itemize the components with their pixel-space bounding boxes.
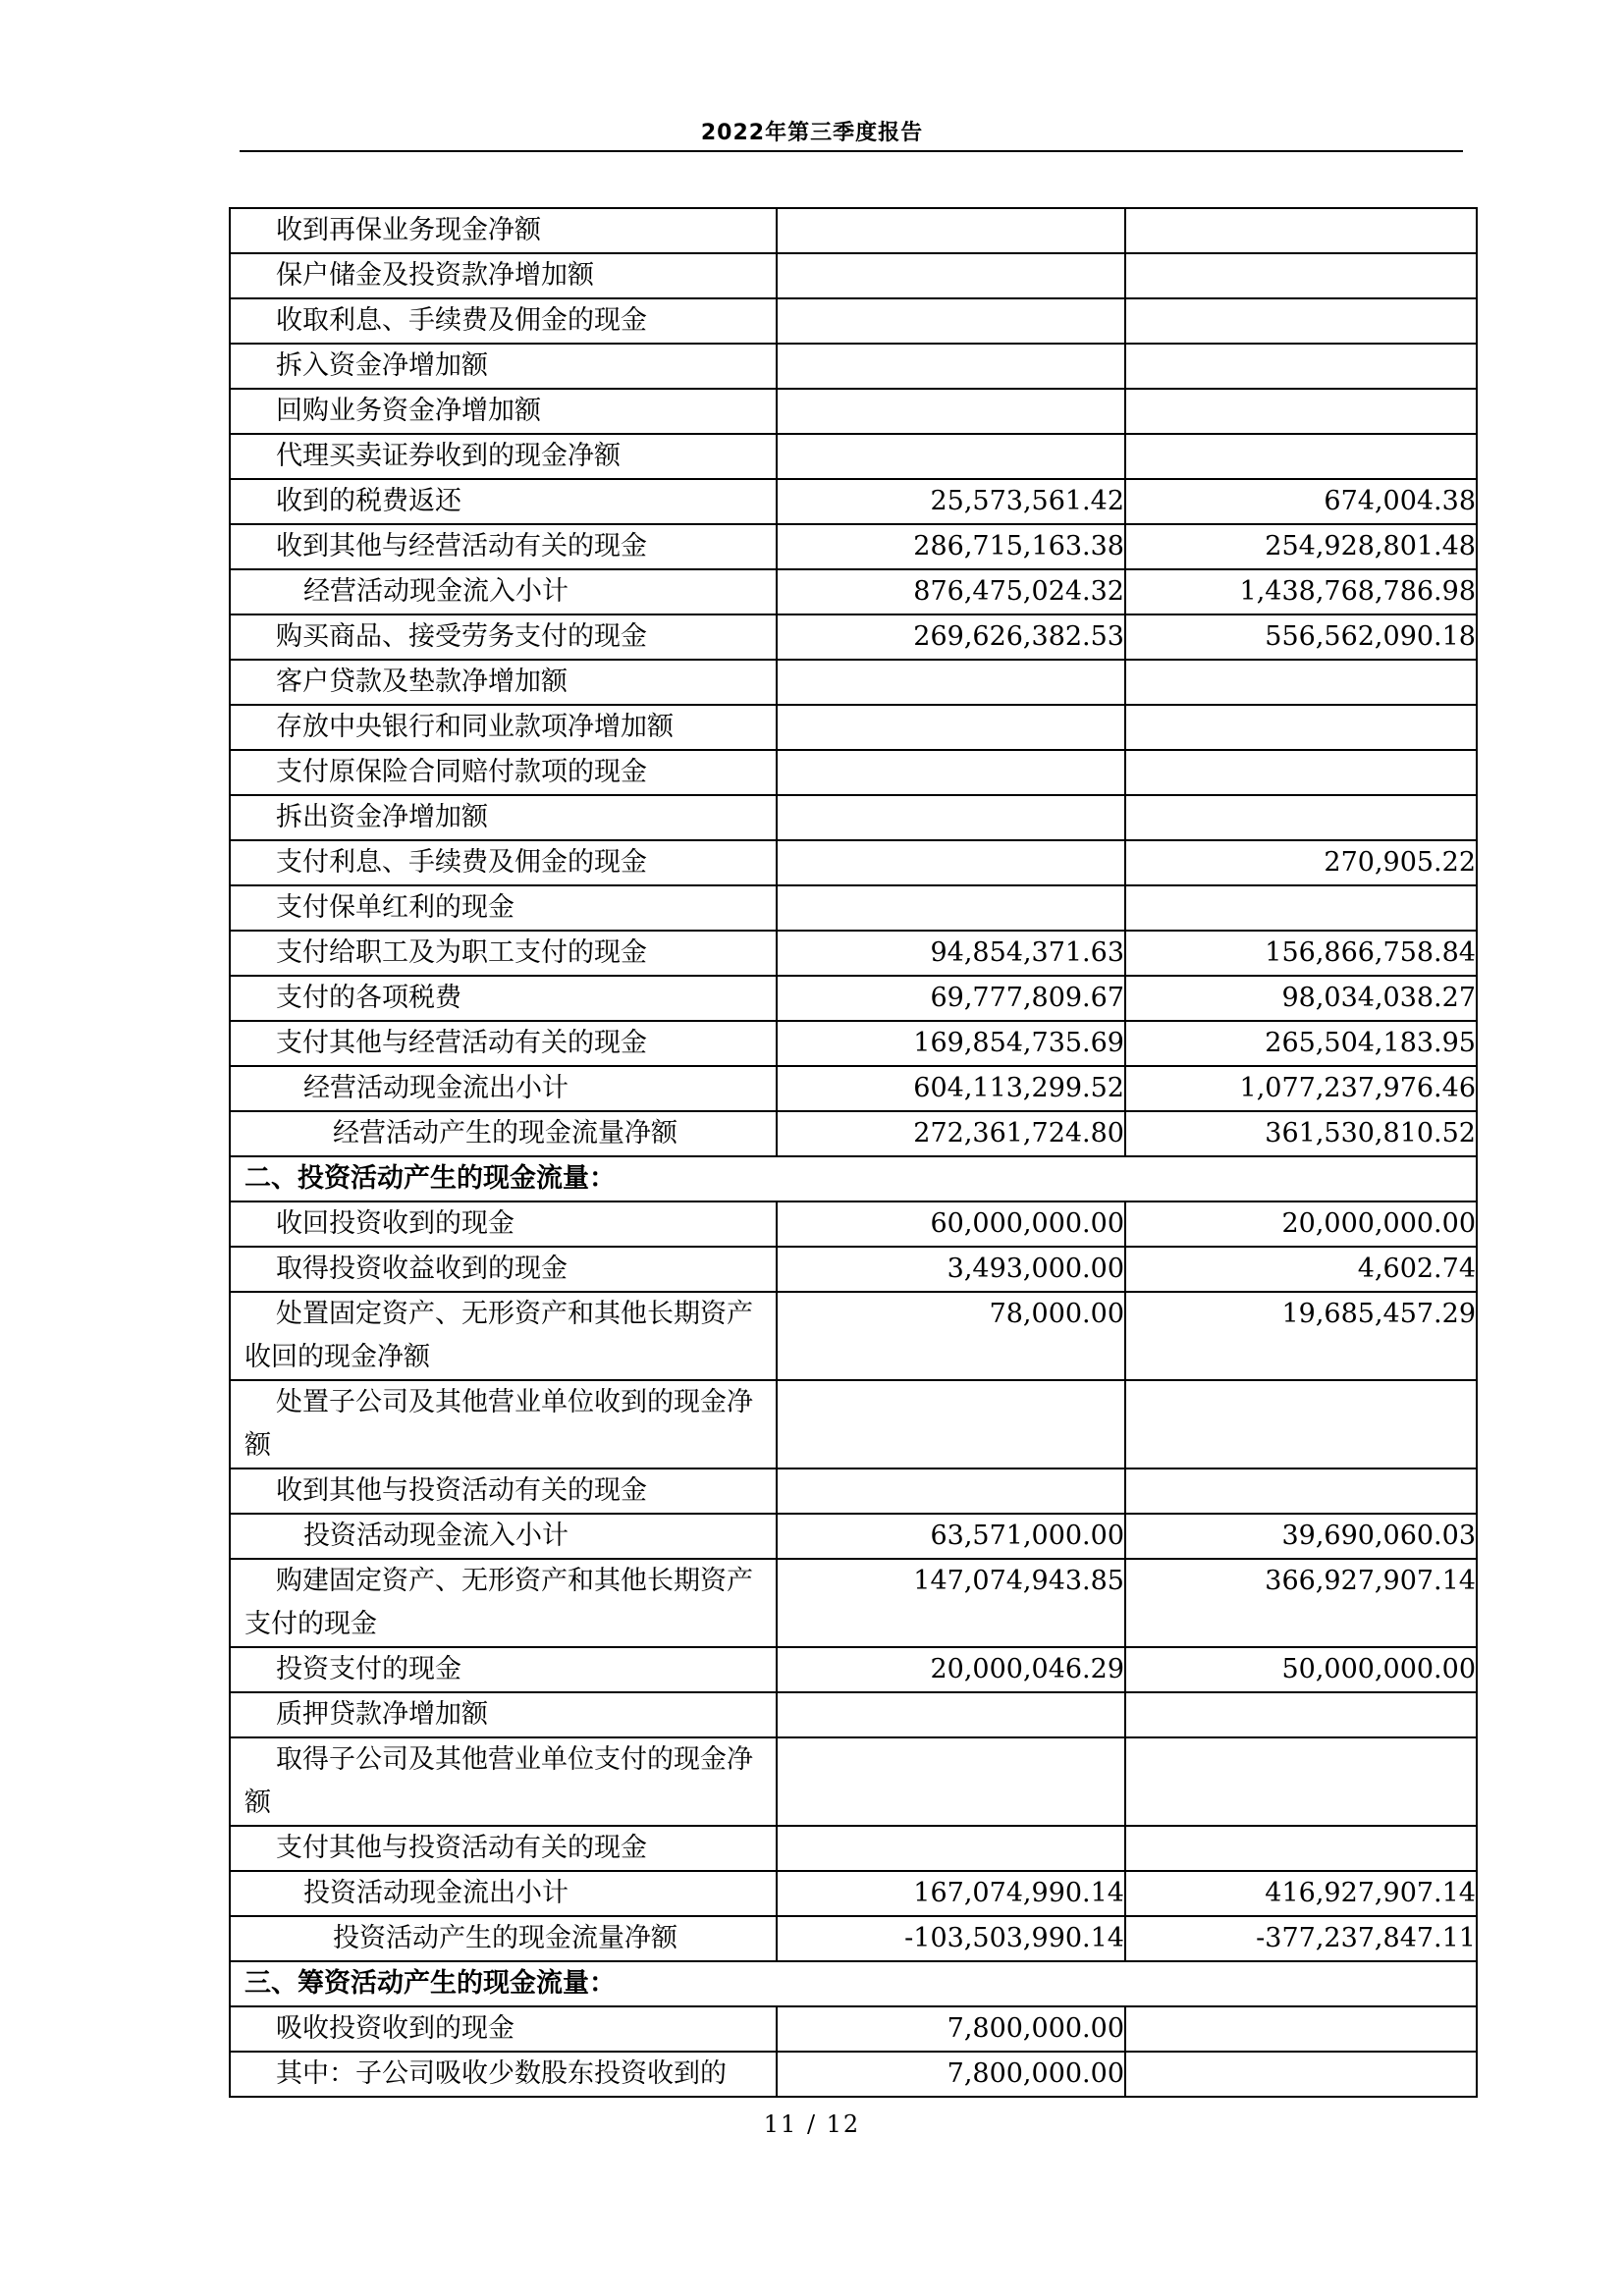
current-period-value bbox=[777, 1468, 1125, 1514]
prior-period-value bbox=[1125, 434, 1477, 479]
prior-period-value bbox=[1125, 2006, 1477, 2052]
prior-period-value bbox=[1125, 1468, 1477, 1514]
row-label: 支付保单红利的现金 bbox=[230, 885, 777, 931]
row-label: 取得子公司及其他营业单位支付的现金净额 bbox=[230, 1737, 777, 1826]
prior-period-value: 416,927,907.14 bbox=[1125, 1871, 1477, 1916]
current-period-value: 25,573,561.42 bbox=[777, 479, 1125, 524]
table-row bbox=[230, 976, 1477, 1021]
table-row bbox=[230, 434, 1477, 479]
report-title: 2022年第三季度报告 bbox=[700, 121, 924, 145]
current-period-value bbox=[777, 795, 1125, 840]
prior-period-value: 19,685,457.29 bbox=[1125, 1292, 1477, 1380]
table-row bbox=[230, 1468, 1477, 1514]
current-period-value bbox=[777, 750, 1125, 795]
current-period-value: 147,074,943.85 bbox=[777, 1559, 1125, 1647]
row-label: 投资支付的现金 bbox=[230, 1647, 777, 1692]
current-period-value: 69,777,809.67 bbox=[777, 976, 1125, 1021]
table-row bbox=[230, 344, 1477, 389]
prior-period-value bbox=[1125, 298, 1477, 344]
row-label: 吸收投资收到的现金 bbox=[230, 2006, 777, 2052]
prior-period-value bbox=[1125, 660, 1477, 705]
prior-period-value: 20,000,000.00 bbox=[1125, 1201, 1477, 1247]
table-row bbox=[230, 208, 1477, 253]
prior-period-value: 156,866,758.84 bbox=[1125, 931, 1477, 976]
prior-period-value bbox=[1125, 885, 1477, 931]
row-label: 回购业务资金净增加额 bbox=[230, 389, 777, 434]
current-period-value bbox=[777, 1692, 1125, 1737]
row-label: 支付其他与投资活动有关的现金 bbox=[230, 1826, 777, 1871]
table-row bbox=[230, 1559, 1477, 1647]
prior-period-value bbox=[1125, 208, 1477, 253]
row-label: 处置子公司及其他营业单位收到的现金净额 bbox=[230, 1380, 777, 1468]
table-row bbox=[230, 1021, 1477, 1066]
current-period-value: 7,800,000.00 bbox=[777, 2052, 1125, 2097]
prior-period-value: 674,004.38 bbox=[1125, 479, 1477, 524]
row-label: 收到其他与经营活动有关的现金 bbox=[230, 524, 777, 569]
row-label: 客户贷款及垫款净增加额 bbox=[230, 660, 777, 705]
table-row bbox=[230, 1111, 1477, 1156]
table-row bbox=[230, 2052, 1477, 2097]
current-period-value bbox=[777, 208, 1125, 253]
current-period-value bbox=[777, 253, 1125, 298]
current-period-value bbox=[777, 344, 1125, 389]
current-period-value: 7,800,000.00 bbox=[777, 2006, 1125, 2052]
prior-period-value: 366,927,907.14 bbox=[1125, 1559, 1477, 1647]
current-period-value: 286,715,163.38 bbox=[777, 524, 1125, 569]
row-label: 处置固定资产、无形资产和其他长期资产收回的现金净额 bbox=[230, 1292, 777, 1380]
row-label: 支付的各项税费 bbox=[230, 976, 777, 1021]
table-row bbox=[230, 1737, 1477, 1826]
table-row bbox=[230, 389, 1477, 434]
row-label: 保户储金及投资款净增加额 bbox=[230, 253, 777, 298]
prior-period-value bbox=[1125, 1692, 1477, 1737]
current-period-value bbox=[777, 298, 1125, 344]
prior-period-value: 98,034,038.27 bbox=[1125, 976, 1477, 1021]
prior-period-value bbox=[1125, 1826, 1477, 1871]
prior-period-value: 50,000,000.00 bbox=[1125, 1647, 1477, 1692]
current-period-value: 78,000.00 bbox=[777, 1292, 1125, 1380]
current-period-value bbox=[777, 389, 1125, 434]
current-period-value: 269,626,382.53 bbox=[777, 614, 1125, 660]
section-header-row bbox=[230, 1156, 1477, 1201]
prior-period-value: 270,905.22 bbox=[1125, 840, 1477, 885]
table-row bbox=[230, 1871, 1477, 1916]
current-period-value bbox=[777, 840, 1125, 885]
current-period-value bbox=[777, 660, 1125, 705]
row-label: 支付原保险合同赔付款项的现金 bbox=[230, 750, 777, 795]
row-label: 支付其他与经营活动有关的现金 bbox=[230, 1021, 777, 1066]
row-label: 收取利息、手续费及佣金的现金 bbox=[230, 298, 777, 344]
current-period-value bbox=[777, 885, 1125, 931]
table-row bbox=[230, 1247, 1477, 1292]
table-row bbox=[230, 840, 1477, 885]
table-row bbox=[230, 1380, 1477, 1468]
table-row bbox=[230, 705, 1477, 750]
row-label: 支付利息、手续费及佣金的现金 bbox=[230, 840, 777, 885]
table-row bbox=[230, 1692, 1477, 1737]
row-label: 支付给职工及为职工支付的现金 bbox=[230, 931, 777, 976]
row-label: 投资活动现金流入小计 bbox=[230, 1514, 777, 1559]
current-period-value: 60,000,000.00 bbox=[777, 1201, 1125, 1247]
prior-period-value: 254,928,801.48 bbox=[1125, 524, 1477, 569]
current-period-value: 876,475,024.32 bbox=[777, 569, 1125, 614]
row-label: 拆入资金净增加额 bbox=[230, 344, 777, 389]
table-row bbox=[230, 253, 1477, 298]
prior-period-value: 361,530,810.52 bbox=[1125, 1111, 1477, 1156]
section-title: 三、筹资活动产生的现金流量： bbox=[230, 1961, 1477, 2006]
current-period-value: -103,503,990.14 bbox=[777, 1916, 1125, 1961]
row-label: 购建固定资产、无形资产和其他长期资产支付的现金 bbox=[230, 1559, 777, 1647]
prior-period-value bbox=[1125, 2052, 1477, 2097]
table-row bbox=[230, 1514, 1477, 1559]
prior-period-value: 556,562,090.18 bbox=[1125, 614, 1477, 660]
current-period-value bbox=[777, 1380, 1125, 1468]
prior-period-value bbox=[1125, 750, 1477, 795]
table-row bbox=[230, 2006, 1477, 2052]
table-row bbox=[230, 885, 1477, 931]
prior-period-value bbox=[1125, 253, 1477, 298]
row-label: 其中：子公司吸收少数股东投资收到的 bbox=[230, 2052, 777, 2097]
prior-period-value: -377,237,847.11 bbox=[1125, 1916, 1477, 1961]
row-label: 收到的税费返还 bbox=[230, 479, 777, 524]
row-label: 存放中央银行和同业款项净增加额 bbox=[230, 705, 777, 750]
row-label: 质押贷款净增加额 bbox=[230, 1692, 777, 1737]
prior-period-value bbox=[1125, 1380, 1477, 1468]
current-period-value bbox=[777, 1826, 1125, 1871]
section-header-row bbox=[230, 1961, 1477, 2006]
row-label: 收回投资收到的现金 bbox=[230, 1201, 777, 1247]
table-row bbox=[230, 479, 1477, 524]
row-label: 投资活动现金流出小计 bbox=[230, 1871, 777, 1916]
current-period-value: 604,113,299.52 bbox=[777, 1066, 1125, 1111]
row-label: 收到再保业务现金净额 bbox=[230, 208, 777, 253]
current-period-value: 167,074,990.14 bbox=[777, 1871, 1125, 1916]
current-period-value bbox=[777, 434, 1125, 479]
table-row bbox=[230, 1201, 1477, 1247]
current-period-value: 3,493,000.00 bbox=[777, 1247, 1125, 1292]
row-label: 拆出资金净增加额 bbox=[230, 795, 777, 840]
current-period-value bbox=[777, 705, 1125, 750]
prior-period-value: 265,504,183.95 bbox=[1125, 1021, 1477, 1066]
row-label: 经营活动现金流出小计 bbox=[230, 1066, 777, 1111]
prior-period-value bbox=[1125, 795, 1477, 840]
row-label: 经营活动产生的现金流量净额 bbox=[230, 1111, 777, 1156]
row-label: 经营活动现金流入小计 bbox=[230, 569, 777, 614]
table-row bbox=[230, 614, 1477, 660]
current-period-value: 63,571,000.00 bbox=[777, 1514, 1125, 1559]
prior-period-value bbox=[1125, 389, 1477, 434]
prior-period-value bbox=[1125, 1737, 1477, 1826]
row-label: 购买商品、接受劳务支付的现金 bbox=[230, 614, 777, 660]
table-row bbox=[230, 298, 1477, 344]
current-period-value: 20,000,046.29 bbox=[777, 1647, 1125, 1692]
table-row bbox=[230, 1916, 1477, 1961]
prior-period-value bbox=[1125, 344, 1477, 389]
table-row bbox=[230, 524, 1477, 569]
table-row bbox=[230, 1292, 1477, 1380]
table-row bbox=[230, 660, 1477, 705]
row-label: 代理买卖证券收到的现金净额 bbox=[230, 434, 777, 479]
table-row bbox=[230, 931, 1477, 976]
prior-period-value bbox=[1125, 705, 1477, 750]
prior-period-value: 1,438,768,786.98 bbox=[1125, 569, 1477, 614]
table-row bbox=[230, 750, 1477, 795]
prior-period-value: 1,077,237,976.46 bbox=[1125, 1066, 1477, 1111]
current-period-value: 272,361,724.80 bbox=[777, 1111, 1125, 1156]
row-label: 收到其他与投资活动有关的现金 bbox=[230, 1468, 777, 1514]
page-number: 11 / 12 bbox=[763, 2110, 861, 2138]
cash-flow-table bbox=[229, 207, 1478, 2098]
current-period-value bbox=[777, 1737, 1125, 1826]
prior-period-value: 4,602.74 bbox=[1125, 1247, 1477, 1292]
section-title: 二、投资活动产生的现金流量： bbox=[230, 1156, 1477, 1201]
table-row bbox=[230, 1647, 1477, 1692]
row-label: 投资活动产生的现金流量净额 bbox=[230, 1916, 777, 1961]
table-row bbox=[230, 1826, 1477, 1871]
table-row bbox=[230, 795, 1477, 840]
current-period-value: 169,854,735.69 bbox=[777, 1021, 1125, 1066]
table-row bbox=[230, 1066, 1477, 1111]
current-period-value: 94,854,371.63 bbox=[777, 931, 1125, 976]
table-row bbox=[230, 569, 1477, 614]
row-label: 取得投资收益收到的现金 bbox=[230, 1247, 777, 1292]
header-rule bbox=[240, 150, 1463, 152]
prior-period-value: 39,690,060.03 bbox=[1125, 1514, 1477, 1559]
cash-flow-table-body bbox=[230, 208, 1477, 2097]
